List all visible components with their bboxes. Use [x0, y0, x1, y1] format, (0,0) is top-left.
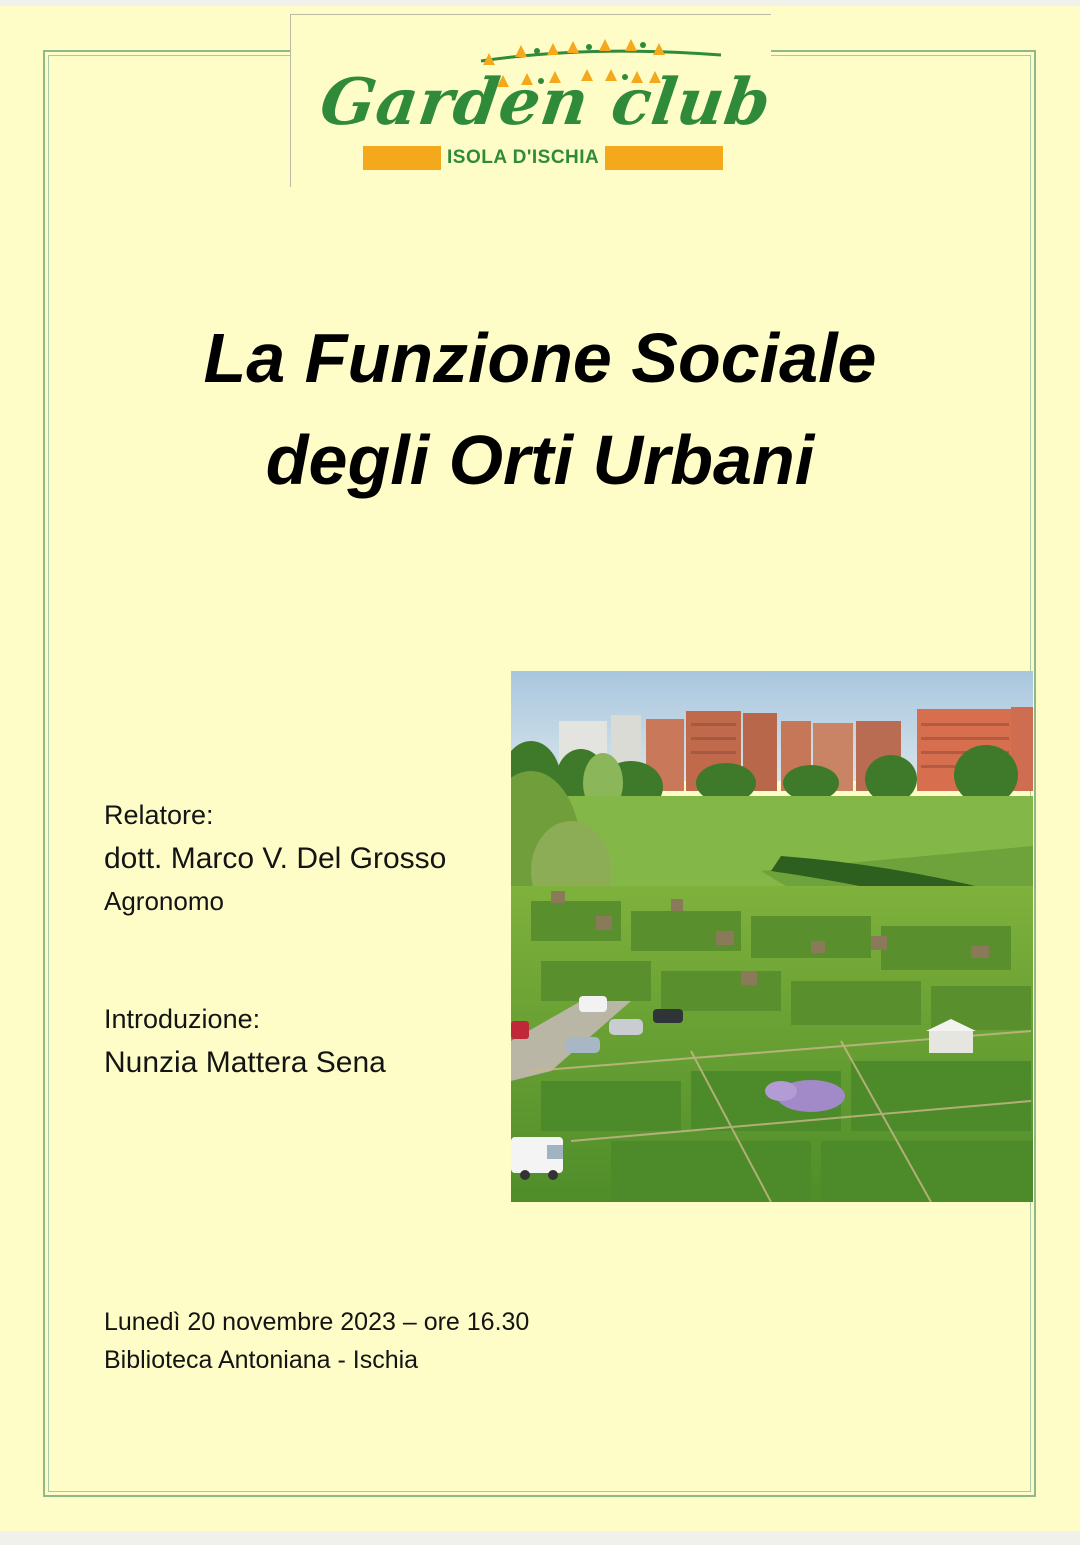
event-venue: Biblioteca Antoniana - Ischia: [104, 1346, 419, 1374]
urban-gardens-photo: [511, 671, 1033, 1202]
poster-title-line2: degli Orti Urbani: [265, 421, 815, 499]
logo-wordmark: Garden club: [315, 65, 776, 140]
intro-label: Introduzione:: [104, 1004, 261, 1034]
garden-club-logo: [290, 14, 776, 187]
event-date-time: Lunedì 20 novembre 2023 – ore 16.30: [104, 1308, 530, 1336]
speaker-name: dott. Marco V. Del Grosso: [104, 842, 447, 875]
intro-name: Nunzia Mattera Sena: [104, 1046, 386, 1079]
logo-subtitle: ISOLA D'ISCHIA: [441, 146, 605, 170]
poster-title-line1: La Funzione Sociale: [203, 319, 877, 397]
speaker-label: Relatore:: [104, 800, 214, 830]
poster-page: [0, 6, 1080, 1531]
speaker-role: Agronomo: [104, 886, 224, 916]
